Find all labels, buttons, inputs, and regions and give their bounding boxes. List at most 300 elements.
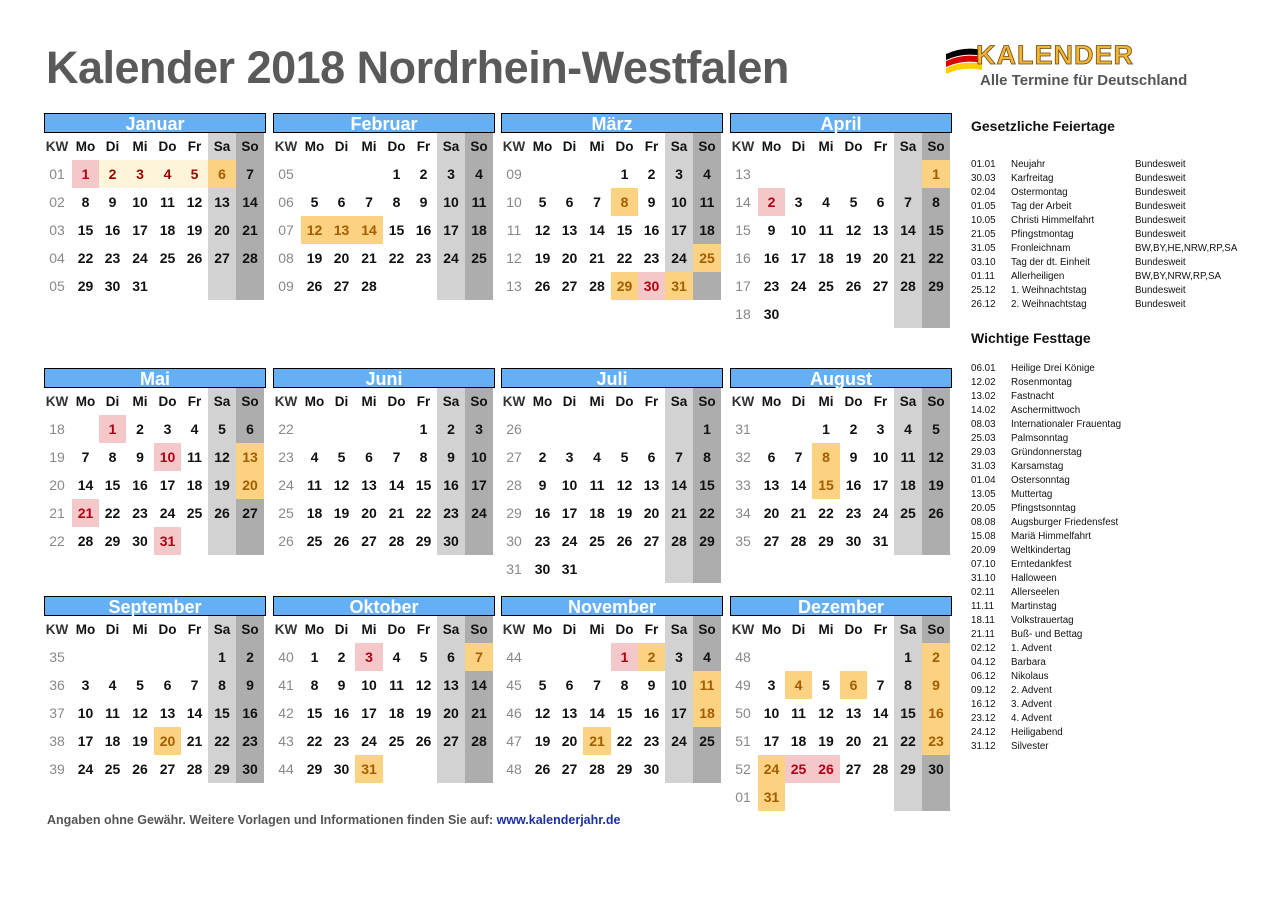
day-cell[interactable]: 26 bbox=[208, 499, 236, 527]
day-cell[interactable]: 30 bbox=[534, 561, 551, 577]
day-cell[interactable]: 13 bbox=[361, 477, 377, 493]
day-cell[interactable]: 21 bbox=[665, 499, 693, 527]
day-cell[interactable]: 28 bbox=[186, 761, 203, 777]
day-cell[interactable]: 4 bbox=[310, 449, 319, 465]
day-cell[interactable]: 28 bbox=[894, 272, 922, 300]
day-cell[interactable]: 14 bbox=[236, 188, 264, 216]
day-cell[interactable]: 7 bbox=[81, 449, 90, 465]
day-cell[interactable]: 4 bbox=[693, 160, 721, 188]
day-cell[interactable]: 9 bbox=[236, 671, 264, 699]
day-cell[interactable]: 2 bbox=[337, 649, 346, 665]
day-cell[interactable]: 13 bbox=[845, 705, 862, 721]
day-cell[interactable]: 27 bbox=[845, 761, 862, 777]
day-cell[interactable]: 6 bbox=[337, 194, 346, 210]
kalender-logo[interactable] bbox=[940, 36, 1240, 96]
day-cell[interactable]: 7 bbox=[665, 443, 693, 471]
day-cell[interactable]: 14 bbox=[355, 216, 383, 244]
day-cell[interactable]: 20 bbox=[763, 505, 780, 521]
day-cell[interactable]: 2 bbox=[236, 643, 264, 671]
day-cell[interactable]: 9 bbox=[849, 449, 858, 465]
day-cell[interactable]: 15 bbox=[693, 471, 721, 499]
day-cell[interactable]: 19 bbox=[186, 222, 203, 238]
day-cell[interactable]: 15 bbox=[208, 699, 236, 727]
day-cell[interactable]: 25 bbox=[785, 755, 812, 783]
day-cell[interactable]: 20 bbox=[872, 250, 889, 266]
day-cell[interactable]: 10 bbox=[665, 671, 693, 699]
day-cell[interactable]: 24 bbox=[77, 761, 94, 777]
day-cell[interactable]: 12 bbox=[333, 477, 350, 493]
day-cell[interactable]: 1 bbox=[922, 160, 950, 188]
day-cell[interactable]: 27 bbox=[561, 761, 578, 777]
day-cell[interactable]: 28 bbox=[589, 761, 605, 777]
day-cell[interactable]: 24 bbox=[465, 499, 493, 527]
day-cell[interactable]: 16 bbox=[534, 505, 551, 521]
day-cell[interactable]: 25 bbox=[306, 533, 323, 549]
day-cell[interactable]: 23 bbox=[643, 733, 660, 749]
day-cell[interactable]: 18 bbox=[306, 505, 323, 521]
day-cell[interactable]: 28 bbox=[77, 533, 94, 549]
day-cell[interactable]: 31 bbox=[132, 278, 148, 294]
day-cell[interactable]: 4 bbox=[894, 415, 922, 443]
day-cell[interactable]: 7 bbox=[593, 194, 601, 210]
day-cell[interactable]: 26 bbox=[534, 761, 551, 777]
day-cell[interactable]: 19 bbox=[333, 505, 350, 521]
day-cell[interactable]: 28 bbox=[361, 278, 377, 294]
day-cell[interactable]: 10 bbox=[561, 477, 578, 493]
day-cell[interactable]: 23 bbox=[763, 278, 780, 294]
day-cell[interactable]: 25 bbox=[388, 733, 405, 749]
day-cell[interactable]: 12 bbox=[415, 677, 432, 693]
day-cell[interactable]: 8 bbox=[611, 188, 638, 216]
day-cell[interactable]: 16 bbox=[437, 471, 465, 499]
day-cell[interactable]: 31 bbox=[561, 561, 578, 577]
day-cell[interactable]: 15 bbox=[616, 222, 633, 238]
day-cell[interactable]: 24 bbox=[758, 755, 785, 783]
day-cell[interactable]: 17 bbox=[665, 699, 693, 727]
day-cell[interactable]: 12 bbox=[534, 705, 551, 721]
day-cell[interactable]: 14 bbox=[465, 671, 493, 699]
day-cell[interactable]: 24 bbox=[561, 533, 578, 549]
day-cell[interactable]: 19 bbox=[818, 733, 834, 749]
day-cell[interactable]: 19 bbox=[534, 733, 551, 749]
day-cell[interactable]: 28 bbox=[589, 278, 605, 294]
day-cell[interactable]: 12 bbox=[186, 194, 203, 210]
day-cell[interactable]: 13 bbox=[763, 477, 780, 493]
day-cell[interactable]: 10 bbox=[77, 705, 94, 721]
day-cell[interactable]: 21 bbox=[583, 727, 611, 755]
day-cell[interactable]: 17 bbox=[437, 216, 465, 244]
day-cell[interactable]: 27 bbox=[361, 533, 377, 549]
day-cell[interactable]: 29 bbox=[415, 533, 432, 549]
day-cell[interactable]: 21 bbox=[388, 505, 405, 521]
day-cell[interactable]: 12 bbox=[208, 443, 236, 471]
day-cell[interactable]: 22 bbox=[693, 499, 721, 527]
day-cell[interactable]: 7 bbox=[365, 194, 373, 210]
day-cell[interactable]: 29 bbox=[818, 533, 834, 549]
day-cell[interactable]: 29 bbox=[208, 755, 236, 783]
day-cell[interactable]: 25 bbox=[818, 278, 834, 294]
day-cell[interactable]: 1 bbox=[822, 421, 830, 437]
day-cell[interactable]: 24 bbox=[159, 505, 176, 521]
day-cell[interactable]: 16 bbox=[922, 699, 950, 727]
day-cell[interactable]: 16 bbox=[643, 705, 660, 721]
day-cell[interactable]: 5 bbox=[136, 677, 144, 693]
day-cell[interactable]: 9 bbox=[647, 677, 656, 693]
day-cell[interactable]: 18 bbox=[388, 705, 405, 721]
day-cell[interactable]: 7 bbox=[236, 160, 264, 188]
day-cell[interactable]: 30 bbox=[763, 306, 780, 322]
day-cell[interactable]: 22 bbox=[77, 250, 94, 266]
day-cell[interactable]: 26 bbox=[534, 278, 551, 294]
day-cell[interactable]: 7 bbox=[465, 643, 493, 671]
day-cell[interactable]: 5 bbox=[538, 194, 547, 210]
day-cell[interactable]: 21 bbox=[72, 499, 99, 527]
footer-link[interactable]: www.kalenderjahr.de bbox=[496, 813, 621, 827]
day-cell[interactable]: 30 bbox=[236, 755, 264, 783]
day-cell[interactable]: 28 bbox=[465, 727, 493, 755]
day-cell[interactable]: 18 bbox=[790, 733, 807, 749]
day-cell[interactable]: 11 bbox=[160, 194, 175, 210]
day-cell[interactable]: 25 bbox=[465, 244, 493, 272]
day-cell[interactable]: 24 bbox=[361, 733, 377, 749]
day-cell[interactable]: 6 bbox=[236, 415, 264, 443]
day-cell[interactable]: 10 bbox=[361, 677, 377, 693]
day-cell[interactable]: 30 bbox=[437, 527, 465, 555]
day-cell[interactable]: 23 bbox=[845, 505, 862, 521]
day-cell[interactable]: 11 bbox=[894, 443, 922, 471]
day-cell[interactable]: 12 bbox=[845, 222, 862, 238]
day-cell[interactable]: 2 bbox=[638, 643, 665, 671]
day-cell[interactable]: 21 bbox=[186, 733, 203, 749]
day-cell[interactable]: 12 bbox=[534, 222, 551, 238]
day-cell[interactable]: 3 bbox=[163, 421, 172, 437]
day-cell[interactable]: 22 bbox=[388, 250, 405, 266]
day-cell[interactable]: 5 bbox=[310, 194, 319, 210]
day-cell[interactable]: 27 bbox=[208, 244, 236, 272]
day-cell[interactable]: 6 bbox=[876, 194, 885, 210]
day-cell[interactable]: 24 bbox=[872, 505, 889, 521]
day-cell[interactable]: 11 bbox=[465, 188, 493, 216]
day-cell[interactable]: 20 bbox=[236, 471, 264, 499]
day-cell[interactable]: 16 bbox=[236, 699, 264, 727]
day-cell[interactable]: 5 bbox=[922, 415, 950, 443]
day-cell[interactable]: 8 bbox=[894, 671, 922, 699]
day-cell[interactable]: 5 bbox=[620, 449, 629, 465]
day-cell[interactable]: 18 bbox=[104, 733, 121, 749]
day-cell[interactable]: 11 bbox=[818, 222, 834, 238]
day-cell[interactable]: 13 bbox=[328, 216, 355, 244]
day-cell[interactable]: 17 bbox=[872, 477, 889, 493]
day-cell[interactable]: 4 bbox=[190, 421, 199, 437]
day-cell[interactable]: 23 bbox=[236, 727, 264, 755]
day-cell[interactable]: 15 bbox=[104, 477, 121, 493]
day-cell[interactable]: 5 bbox=[419, 649, 428, 665]
day-cell[interactable]: 15 bbox=[616, 705, 633, 721]
day-cell[interactable]: 4 bbox=[465, 160, 493, 188]
day-cell[interactable]: 5 bbox=[337, 449, 346, 465]
day-cell[interactable]: 17 bbox=[132, 222, 148, 238]
day-cell[interactable]: 6 bbox=[647, 449, 656, 465]
day-cell[interactable]: 8 bbox=[81, 194, 90, 210]
day-cell[interactable]: 18 bbox=[465, 216, 493, 244]
day-cell[interactable]: 22 bbox=[894, 727, 922, 755]
day-cell[interactable]: 11 bbox=[105, 705, 120, 721]
day-cell[interactable]: 10 bbox=[132, 194, 148, 210]
day-cell[interactable]: 22 bbox=[306, 733, 323, 749]
day-cell[interactable]: 23 bbox=[922, 727, 950, 755]
day-cell[interactable]: 1 bbox=[894, 643, 922, 671]
day-cell[interactable]: 22 bbox=[415, 505, 432, 521]
day-cell[interactable]: 19 bbox=[208, 471, 236, 499]
day-cell[interactable]: 11 bbox=[389, 677, 404, 693]
day-cell[interactable]: 14 bbox=[589, 705, 605, 721]
day-cell[interactable]: 6 bbox=[840, 671, 867, 699]
day-cell[interactable]: 21 bbox=[872, 733, 889, 749]
day-cell[interactable]: 27 bbox=[159, 761, 176, 777]
day-cell[interactable]: 6 bbox=[163, 677, 172, 693]
day-cell[interactable]: 15 bbox=[415, 477, 432, 493]
day-cell[interactable]: 6 bbox=[365, 449, 373, 465]
day-cell[interactable]: 26 bbox=[333, 533, 350, 549]
day-cell[interactable]: 14 bbox=[77, 477, 94, 493]
day-cell[interactable]: 30 bbox=[922, 755, 950, 783]
day-cell[interactable]: 30 bbox=[132, 533, 148, 549]
day-cell[interactable]: 2 bbox=[758, 188, 785, 216]
day-cell[interactable]: 14 bbox=[665, 471, 693, 499]
day-cell[interactable]: 19 bbox=[922, 471, 950, 499]
day-cell[interactable]: 6 bbox=[437, 643, 465, 671]
day-cell[interactable]: 24 bbox=[437, 244, 465, 272]
day-cell[interactable]: 1 bbox=[99, 415, 126, 443]
day-cell[interactable]: 1 bbox=[611, 643, 638, 671]
day-cell[interactable]: 1 bbox=[208, 643, 236, 671]
day-cell[interactable]: 29 bbox=[77, 278, 94, 294]
day-cell[interactable]: 8 bbox=[922, 188, 950, 216]
day-cell[interactable]: 7 bbox=[894, 188, 922, 216]
day-cell[interactable]: 22 bbox=[616, 250, 633, 266]
day-cell[interactable]: 31 bbox=[665, 272, 693, 300]
day-cell[interactable]: 30 bbox=[638, 272, 665, 300]
day-cell[interactable]: 12 bbox=[922, 443, 950, 471]
day-cell[interactable]: 28 bbox=[388, 533, 405, 549]
day-cell[interactable]: 4 bbox=[785, 671, 812, 699]
day-cell[interactable]: 10 bbox=[763, 705, 780, 721]
day-cell[interactable]: 3 bbox=[665, 643, 693, 671]
day-cell[interactable]: 15 bbox=[812, 471, 840, 499]
day-cell[interactable]: 19 bbox=[415, 705, 432, 721]
day-cell[interactable]: 25 bbox=[159, 250, 176, 266]
day-cell[interactable]: 19 bbox=[616, 505, 633, 521]
day-cell[interactable]: 30 bbox=[643, 761, 660, 777]
day-cell[interactable]: 26 bbox=[812, 755, 840, 783]
day-cell[interactable]: 26 bbox=[616, 533, 633, 549]
day-cell[interactable]: 19 bbox=[132, 733, 148, 749]
day-cell[interactable]: 17 bbox=[561, 505, 578, 521]
day-cell[interactable]: 18 bbox=[693, 699, 721, 727]
day-cell[interactable]: 26 bbox=[415, 733, 432, 749]
day-cell[interactable]: 12 bbox=[616, 477, 633, 493]
day-cell[interactable]: 19 bbox=[534, 250, 551, 266]
day-cell[interactable]: 20 bbox=[643, 505, 660, 521]
day-cell[interactable]: 25 bbox=[104, 761, 121, 777]
day-cell[interactable]: 4 bbox=[108, 677, 117, 693]
day-cell[interactable]: 16 bbox=[845, 477, 862, 493]
day-cell[interactable]: 3 bbox=[355, 643, 383, 671]
day-cell[interactable]: 8 bbox=[208, 671, 236, 699]
day-cell[interactable]: 23 bbox=[104, 250, 121, 266]
day-cell[interactable]: 16 bbox=[415, 222, 432, 238]
day-cell[interactable]: 23 bbox=[437, 499, 465, 527]
day-cell[interactable]: 20 bbox=[437, 699, 465, 727]
day-cell[interactable]: 16 bbox=[763, 250, 780, 266]
day-cell[interactable]: 9 bbox=[419, 194, 428, 210]
day-cell[interactable]: 22 bbox=[616, 733, 633, 749]
day-cell[interactable]: 21 bbox=[894, 244, 922, 272]
day-cell[interactable]: 19 bbox=[845, 250, 862, 266]
day-cell[interactable]: 23 bbox=[415, 250, 432, 266]
day-cell[interactable]: 7 bbox=[190, 677, 199, 693]
day-cell[interactable]: 11 bbox=[307, 477, 322, 493]
day-cell[interactable]: 7 bbox=[794, 449, 803, 465]
day-cell[interactable]: 13 bbox=[561, 222, 578, 238]
day-cell[interactable]: 29 bbox=[306, 761, 323, 777]
day-cell[interactable]: 12 bbox=[132, 705, 148, 721]
day-cell[interactable]: 28 bbox=[872, 761, 889, 777]
day-cell[interactable]: 22 bbox=[922, 244, 950, 272]
day-cell[interactable]: 20 bbox=[208, 216, 236, 244]
day-cell[interactable]: 18 bbox=[818, 250, 834, 266]
day-cell[interactable]: 22 bbox=[818, 505, 834, 521]
day-cell[interactable]: 21 bbox=[236, 216, 264, 244]
day-cell[interactable]: 17 bbox=[790, 250, 807, 266]
day-cell[interactable]: 8 bbox=[812, 443, 840, 471]
day-cell[interactable]: 24 bbox=[790, 278, 807, 294]
day-cell[interactable]: 28 bbox=[665, 527, 693, 555]
day-cell[interactable]: 3 bbox=[437, 160, 465, 188]
day-cell[interactable]: 25 bbox=[894, 499, 922, 527]
day-cell[interactable]: 11 bbox=[187, 449, 202, 465]
day-cell[interactable]: 26 bbox=[186, 250, 203, 266]
day-cell[interactable]: 2 bbox=[538, 449, 547, 465]
day-cell[interactable]: 29 bbox=[616, 761, 633, 777]
day-cell[interactable]: 27 bbox=[236, 499, 264, 527]
day-cell[interactable]: 13 bbox=[561, 705, 578, 721]
day-cell[interactable]: 8 bbox=[310, 677, 319, 693]
day-cell[interactable]: 10 bbox=[665, 188, 693, 216]
day-cell[interactable]: 3 bbox=[794, 194, 803, 210]
day-cell[interactable]: 17 bbox=[159, 477, 176, 493]
day-cell[interactable]: 26 bbox=[132, 761, 148, 777]
day-cell[interactable]: 31 bbox=[355, 755, 383, 783]
day-cell[interactable]: 11 bbox=[589, 477, 605, 493]
day-cell[interactable]: 11 bbox=[791, 705, 806, 721]
day-cell[interactable]: 19 bbox=[306, 250, 323, 266]
day-cell[interactable]: 24 bbox=[665, 244, 693, 272]
day-cell[interactable]: 14 bbox=[186, 705, 203, 721]
day-cell[interactable]: 13 bbox=[159, 705, 176, 721]
day-cell[interactable]: 5 bbox=[181, 160, 208, 188]
day-cell[interactable]: 17 bbox=[361, 705, 377, 721]
day-cell[interactable]: 1 bbox=[72, 160, 99, 188]
day-cell[interactable]: 6 bbox=[565, 677, 574, 693]
day-cell[interactable]: 15 bbox=[77, 222, 94, 238]
day-cell[interactable]: 6 bbox=[767, 449, 776, 465]
day-cell[interactable]: 30 bbox=[845, 533, 862, 549]
day-cell[interactable]: 20 bbox=[845, 733, 862, 749]
day-cell[interactable]: 27 bbox=[333, 278, 350, 294]
day-cell[interactable]: 4 bbox=[822, 194, 830, 210]
day-cell[interactable]: 20 bbox=[333, 250, 350, 266]
day-cell[interactable]: 27 bbox=[643, 533, 660, 549]
day-cell[interactable]: 26 bbox=[845, 278, 862, 294]
day-cell[interactable]: 18 bbox=[186, 477, 203, 493]
day-cell[interactable]: 7 bbox=[876, 677, 885, 693]
day-cell[interactable]: 24 bbox=[132, 250, 148, 266]
day-cell[interactable]: 25 bbox=[693, 727, 721, 755]
day-cell[interactable]: 20 bbox=[561, 733, 578, 749]
day-cell[interactable]: 23 bbox=[643, 250, 660, 266]
day-cell[interactable]: 16 bbox=[643, 222, 660, 238]
day-cell[interactable]: 30 bbox=[104, 278, 121, 294]
day-cell[interactable]: 8 bbox=[392, 194, 401, 210]
day-cell[interactable]: 11 bbox=[693, 671, 721, 699]
day-cell[interactable]: 13 bbox=[437, 671, 465, 699]
day-cell[interactable]: 13 bbox=[208, 188, 236, 216]
day-cell[interactable]: 3 bbox=[565, 449, 574, 465]
day-cell[interactable]: 1 bbox=[310, 649, 319, 665]
day-cell[interactable]: 9 bbox=[337, 677, 346, 693]
day-cell[interactable]: 17 bbox=[665, 216, 693, 244]
day-cell[interactable]: 14 bbox=[872, 705, 889, 721]
day-cell[interactable]: 12 bbox=[818, 705, 834, 721]
day-cell[interactable]: 5 bbox=[538, 677, 547, 693]
day-cell[interactable]: 2 bbox=[419, 166, 428, 182]
day-cell[interactable]: 15 bbox=[388, 222, 405, 238]
day-cell[interactable]: 2 bbox=[647, 166, 656, 182]
day-cell[interactable]: 22 bbox=[104, 505, 121, 521]
day-cell[interactable]: 29 bbox=[611, 272, 638, 300]
day-cell[interactable]: 31 bbox=[758, 783, 785, 811]
day-cell[interactable]: 16 bbox=[104, 222, 121, 238]
day-cell[interactable]: 9 bbox=[767, 222, 776, 238]
day-cell[interactable]: 21 bbox=[589, 250, 605, 266]
day-cell[interactable]: 3 bbox=[665, 160, 693, 188]
day-cell[interactable]: 20 bbox=[154, 727, 181, 755]
day-cell[interactable]: 31 bbox=[154, 527, 181, 555]
day-cell[interactable]: 18 bbox=[894, 471, 922, 499]
day-cell[interactable]: 10 bbox=[872, 449, 889, 465]
day-cell[interactable]: 18 bbox=[693, 216, 721, 244]
day-cell[interactable]: 2 bbox=[922, 643, 950, 671]
day-cell[interactable]: 9 bbox=[437, 443, 465, 471]
day-cell[interactable]: 26 bbox=[306, 278, 323, 294]
day-cell[interactable]: 15 bbox=[306, 705, 323, 721]
day-cell[interactable]: 27 bbox=[437, 727, 465, 755]
day-cell[interactable]: 1 bbox=[620, 166, 629, 182]
day-cell[interactable]: 27 bbox=[872, 278, 889, 294]
day-cell[interactable]: 1 bbox=[392, 166, 401, 182]
day-cell[interactable]: 14 bbox=[388, 477, 405, 493]
day-cell[interactable]: 1 bbox=[693, 415, 721, 443]
day-cell[interactable]: 14 bbox=[589, 222, 605, 238]
day-cell[interactable]: 17 bbox=[77, 733, 94, 749]
day-cell[interactable]: 27 bbox=[763, 533, 780, 549]
day-cell[interactable]: 9 bbox=[136, 449, 144, 465]
day-cell[interactable]: 20 bbox=[561, 250, 578, 266]
day-cell[interactable]: 5 bbox=[208, 415, 236, 443]
day-cell[interactable]: 17 bbox=[763, 733, 780, 749]
day-cell[interactable]: 3 bbox=[465, 415, 493, 443]
